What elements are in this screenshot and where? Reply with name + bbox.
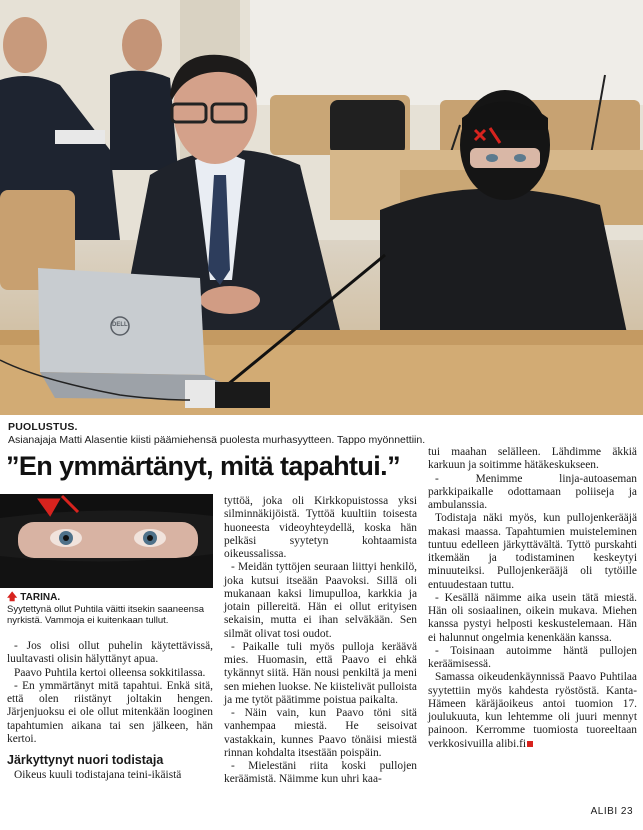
article-column-2 [224, 495, 417, 787]
inset-caption-text: Syytettynä ollut Puhtila väitti itsekin saaneensa nyrkistä. Vammoja ei kuitenkaan tullut. [7, 603, 204, 626]
paragraph: Oikeus kuuli todistajana teini-ikäistä [14, 769, 182, 781]
up-arrow-icon: 🡅 [7, 592, 18, 603]
paragraph: tui maahan selälleen. Lähdimme äkkiä karkuun ja soitimme hätäkeskukseen. [428, 446, 637, 472]
laptop-logo: DELL [112, 322, 128, 328]
paragraph: - Kesällä näimme aika usein tätä miestä. Hän oli sosiaalinen, oikein mukava. Miehen kanssa pystyi helposti keskustelemaan. Hän ei halunnut ongelmia kenenkään kanssa. [428, 591, 637, 644]
page-folio: ALIBI 23 [590, 806, 633, 817]
paragraph: - Mielestäni riita koski pullojen keräämistä. Näimme kun uhri kaa- [224, 760, 417, 786]
paragraph: - Meidän tyttöjen seuraan liittyi henkilö, joka kutsui itseään Paavoksi. Sillä oli mukanaan kaksi limupulloa, karkkia ja jotain pillereitä. Hän ei ollut erityisen sekaisin, mutta ei ihan selväkään. Sen silmät olivat tosi oudot. [224, 561, 417, 640]
masked-face-closeup [0, 494, 213, 588]
article-column-1 [7, 640, 213, 782]
paragraph: - Toisinaan autoimme häntä pullojen keräämisessä. [428, 644, 637, 670]
paragraph: Paavo Puhtila kertoi olleensa sokkitilassa. [14, 666, 206, 679]
paragraph: tyttöä, joka oli Kirkkopuistossa yksi silminnäkijöistä. Tyttöä kuultiin toisesta huoneesta videoyhteydellä, koska hän pelkäsi syytetyn kohtaamista oikeussalissa. [224, 495, 417, 560]
paragraph: Todistaja näki myös, kun pullojenkerääjä makasi maassa. Tapahtumien muisteleminen tuntuu edelleen järkyttävältä. Tyttö purskahti itkemään ja todistaminen keskeytyi minuuteiksi. Pullojenkerääjä oli tytöille entuudestaan tuttu. [428, 512, 637, 591]
end-mark-icon [527, 741, 533, 747]
paragraph-final-text: Samassa oikeudenkäynnissä Paavo Puhtilaa syytettiin myös kahdesta ryöstöstä. Kanta-Hämeen käräjäoikeus antoi tuomion 17. joulukuuta, kun lehtemme oli juuri mennyt painoon. Kerromme tuomiosta tuoreeltaan verkkosivuilla alibi.fi [428, 671, 637, 750]
paragraph: - Menimme linja-autoaseman parkkipaikalle odottamaan poliiseja ja ambulanssia. [428, 472, 637, 511]
paragraph: - Paikalle tuli myös pulloja keräävä mies. Huomasin, että Paavo ei ehkä tykännyt siitä. Hän nousi penkiltä ja meni sen miehen luokse. Ne kiistelivät pulloista ja me tytöt päätimme poistua paikalta. [224, 640, 417, 706]
paragraph: - Jos olisi ollut puhelin käytettävissä, luultavasti olisin hälyttänyt apua. [7, 640, 213, 666]
paragraph-final [428, 671, 637, 751]
photo-caption-kicker: PUOLUSTUS. [8, 421, 78, 433]
headline: ”En ymmärtänyt, mitä tapahtui.” [6, 451, 400, 481]
inset-caption-kicker: 🡅 TARINA. [7, 592, 61, 603]
inset-photo [0, 494, 213, 588]
paragraph: - En ymmärtänyt mitä tapahtui. Enkä sitä, että olen riistänyt joltakin hengen. Järjenjuoksu ei ole ollut mitenkään looginen tapahtumien aikana tai sen jälkeen, hän kertoi. [7, 679, 213, 745]
article-column-3 [428, 446, 637, 751]
paragraph: - Näin vain, kun Paavo töni sitä vanhempaa miestä. He seisoivat vastakkain, kunnes Paavo tönäisi miestä rinnan kohdalta itsestään poispäin. [224, 707, 417, 759]
subheading: Järkyttynyt nuori todistaja [7, 753, 164, 767]
photo-caption: Asianajaja Matti Alasentie kiisti päämiehensä puolesta murhasyytteen. Tappo myönnettiin. [8, 434, 426, 446]
inset-caption [7, 592, 212, 627]
